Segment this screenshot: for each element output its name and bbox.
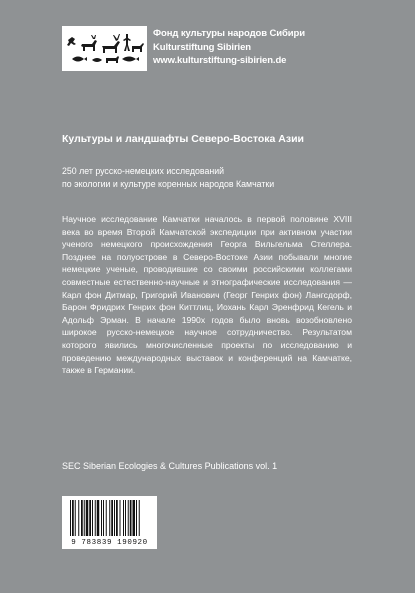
barcode-stripe bbox=[111, 500, 113, 536]
barcode-stripe bbox=[116, 500, 118, 536]
barcode-stripe bbox=[130, 500, 132, 536]
foundation-logo bbox=[62, 26, 147, 71]
barcode-stripe bbox=[103, 500, 104, 536]
book-title: Культуры и ландшафты Северо-Востока Азии bbox=[62, 133, 305, 145]
barcode-digits: 9 783839 190920 bbox=[71, 539, 148, 547]
barcode-stripe bbox=[114, 500, 115, 536]
barcode-stripe bbox=[72, 500, 74, 536]
barcode-stripe bbox=[136, 500, 137, 536]
barcode bbox=[62, 496, 157, 549]
barcode-stripe bbox=[106, 500, 107, 536]
subtitle-line-1: 250 лет русско-немецких исследований bbox=[62, 166, 225, 176]
series-title: SEC Siberian Ecologies & Cultures Publications vol. 1 bbox=[62, 461, 278, 471]
barcode-stripe bbox=[81, 500, 83, 536]
barcode-bars bbox=[70, 500, 149, 536]
subtitle-line-2: по экологии и культуре коренных народов Камчатки bbox=[62, 179, 275, 189]
barcode-stripe bbox=[78, 500, 79, 536]
barcode-stripe bbox=[89, 500, 91, 536]
barcode-stripe bbox=[75, 500, 76, 536]
barcode-stripe bbox=[125, 500, 126, 536]
barcode-stripe bbox=[97, 500, 100, 536]
barcode-stripe bbox=[128, 500, 129, 536]
foundation-website: www.kulturstiftung-sibirien.de bbox=[153, 55, 287, 66]
description-text: Научное исследование Камчатки началось в первой половине XVIII века во время Второй Камчатской экспедиции при активном участии ученого немецкого происхождения Георга Вильгельма Стеллера. Позднее на полуострове в Северо-Востоке Азии побывали многие немецкие ученые, проводившие со своими российскими коллегами совместные естественно-научные и этнографические исследования — Карл фон Дитмар, Григорий Иванович (Георг Генрих фон) Лангсдорф, Барон Фридрих Генрих фон Киттлиц, Иохань Карл Эренфрид Кегель и Адольф Эрман. В начале 1990х годов было вновь возобновлено широкое русско-немецкое научное сотрудничество. Результатом которого явились многочисленные проекты по исследованию и проведению международных выставок и конференций на Камчатке, также в Германии. bbox=[62, 214, 352, 376]
barcode-stripe bbox=[101, 500, 102, 536]
barcode-stripe bbox=[84, 500, 85, 536]
foundation-info bbox=[153, 27, 305, 68]
barcode-stripe bbox=[133, 500, 136, 536]
petroglyph-animals-logo bbox=[62, 26, 147, 71]
foundation-name-ru: Фонд культуры народов Сибири bbox=[153, 28, 305, 39]
barcode-stripe bbox=[120, 500, 121, 536]
barcode-stripe bbox=[123, 500, 124, 536]
book-subtitle bbox=[62, 165, 274, 191]
barcode-stripe bbox=[109, 500, 110, 536]
foundation-name-de: Kulturstiftung Sibirien bbox=[153, 41, 251, 53]
barcode-stripe bbox=[139, 500, 140, 536]
barcode-stripe bbox=[95, 500, 96, 536]
barcode-stripe bbox=[70, 500, 71, 536]
barcode-stripe bbox=[92, 500, 93, 536]
barcode-stripe bbox=[86, 500, 89, 536]
